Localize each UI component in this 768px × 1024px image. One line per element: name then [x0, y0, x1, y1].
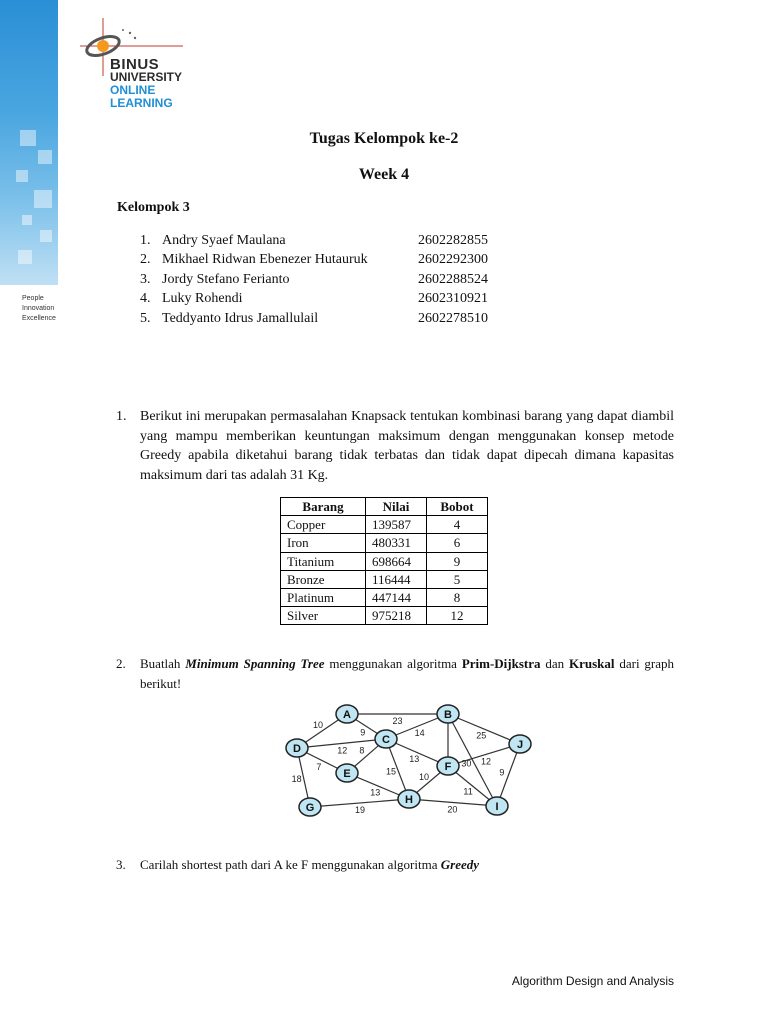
question-emphasis: Prim-Dijkstra — [461, 656, 541, 671]
graph-edge-weight: 12 — [337, 745, 348, 756]
list-item — [140, 231, 488, 251]
member-name: Mikhael Ridwan Ebenezer Hutauruk — [162, 252, 368, 268]
graph-edge-weight: 8 — [359, 745, 365, 756]
table-row — [281, 570, 488, 588]
question-number: 3. — [116, 857, 126, 872]
member-name: Teddyanto Idrus Jamallulail — [162, 310, 319, 326]
member-id: 2602310921 — [418, 291, 488, 307]
question-number: 2. — [116, 656, 126, 671]
table-cell: 116444 — [366, 570, 427, 588]
table-cell: 447144 — [366, 588, 427, 606]
logo-line: UNIVERSITY — [110, 70, 183, 84]
member-number: 5. — [140, 310, 151, 326]
table-cell: Copper — [281, 516, 366, 534]
member-list — [140, 231, 488, 329]
graph-diagram — [280, 700, 550, 825]
question-emphasis: Minimum Spanning Tree — [185, 656, 325, 671]
table-row — [281, 607, 488, 625]
question-text: Carilah shortest path dari A ke F menggunakan algoritma — [140, 857, 441, 872]
knapsack-table — [280, 497, 488, 625]
graph-node-label: E — [343, 768, 351, 780]
table-cell: Silver — [281, 607, 366, 625]
logo-line: LEARNING — [110, 96, 173, 110]
question-1 — [116, 407, 674, 485]
table-cell: Platinum — [281, 588, 366, 606]
member-id: 2602282855 — [418, 232, 488, 248]
question-3 — [116, 855, 674, 875]
tagline-line: Innovation — [22, 305, 55, 312]
question-text: menggunakan algoritma — [324, 656, 462, 671]
graph-edge-weight: 23 — [392, 716, 403, 726]
table-cell: 8 — [427, 588, 488, 606]
graph-node-label: C — [382, 734, 390, 746]
table-cell: 139587 — [366, 516, 427, 534]
group-label: Kelompok 3 — [117, 200, 190, 215]
graph-edge-weight: 30 — [461, 758, 472, 769]
member-id: 2602292300 — [418, 252, 488, 268]
graph-node-label: I — [495, 801, 499, 813]
logo-line: BINUS — [110, 56, 160, 73]
table-header: Nilai — [366, 498, 427, 516]
table-row — [281, 534, 488, 552]
table-cell: 480331 — [366, 534, 427, 552]
question-emphasis: Greedy — [440, 857, 480, 872]
graph-edge-weight: 12 — [481, 756, 492, 767]
list-item — [140, 270, 488, 290]
graph-edge-weight: 14 — [414, 727, 425, 738]
graph-edge-weight: 18 — [291, 774, 302, 785]
table-row — [281, 552, 488, 570]
graph-edge-weight: 10 — [418, 772, 429, 783]
table-cell: 5 — [427, 570, 488, 588]
question-number: 1. — [116, 409, 127, 424]
graph-edge-weight: 15 — [385, 766, 396, 777]
member-name: Andry Syaef Maulana — [162, 232, 286, 248]
table-cell: 6 — [427, 534, 488, 552]
graph-node-label: B — [444, 709, 452, 721]
question-emphasis: Kruskal — [568, 656, 615, 671]
graph-edge-weight: 13 — [370, 787, 381, 798]
graph-node-label: J — [516, 739, 524, 751]
graph-edge-weight: 9 — [360, 727, 366, 738]
member-id: 2602278510 — [418, 310, 488, 326]
table-cell: 698664 — [366, 552, 427, 570]
sidebar-tile — [18, 250, 32, 264]
member-name: Jordy Stefano Ferianto — [162, 271, 290, 287]
graph-node-label: H — [405, 794, 413, 806]
graph-edge-weight: 19 — [355, 804, 366, 815]
sidebar-tile — [38, 150, 52, 164]
graph-node-label: A — [343, 709, 351, 721]
logo-text — [110, 58, 182, 110]
question-text: Berikut ini merupakan permasalahan Knapsack tentukan kombinasi barang yang dapat diambil yang mampu memberikan keuntungan maksimum dengan menggunakan konsep metode Greedy apabila diketahui barang tidak terbatas dan tidak dapat dipecah dimana kapasitas maksimum dari tas adalah 31 Kg. — [140, 409, 674, 483]
member-number: 4. — [140, 291, 151, 307]
question-text: dan — [540, 656, 569, 671]
graph-edge-weight: 10 — [313, 720, 324, 731]
tagline-line: Excellence — [22, 315, 56, 322]
graph-edge-weight: 25 — [476, 730, 487, 741]
graph-node-label: G — [305, 802, 315, 814]
sidebar-decoration — [0, 0, 58, 1024]
list-item — [140, 290, 488, 310]
footer-course: Algorithm Design and Analysis — [511, 974, 674, 988]
table-cell: 9 — [427, 552, 488, 570]
member-name: Luky Rohendi — [162, 291, 243, 307]
question-2 — [116, 654, 674, 693]
sidebar-tile — [22, 215, 32, 225]
member-number: 2. — [140, 252, 151, 268]
graph-edge-weight: 9 — [499, 767, 505, 778]
question-text: dari graph berikut! — [140, 656, 674, 691]
table-cell: Bronze — [281, 570, 366, 588]
tagline — [22, 294, 56, 324]
graph-edge-weight: 11 — [463, 786, 473, 797]
table-row — [281, 588, 488, 606]
question-text: Buatlah — [140, 656, 186, 671]
table-header-row — [281, 498, 488, 516]
table-cell: 975218 — [366, 607, 427, 625]
list-item — [140, 251, 488, 271]
table-cell: 4 — [427, 516, 488, 534]
graph-edge-weight: 7 — [316, 761, 322, 772]
member-number: 1. — [140, 232, 151, 248]
logo-line: ONLINE — [110, 83, 156, 97]
table-cell: Titanium — [281, 552, 366, 570]
tagline-line: People — [22, 295, 44, 302]
graph-edge-weight: 20 — [447, 804, 458, 815]
table-row — [281, 516, 488, 534]
week-title: Week 4 — [358, 166, 410, 183]
table-cell: 12 — [427, 607, 488, 625]
graph-node-label: D — [293, 743, 301, 755]
table-header: Barang — [281, 498, 366, 516]
list-item — [140, 309, 488, 329]
graph-node-label: F — [444, 761, 452, 773]
table-cell: Iron — [281, 534, 366, 552]
sidebar-tile — [40, 230, 52, 242]
member-id: 2602288524 — [418, 271, 488, 287]
sidebar-tile — [34, 190, 52, 208]
graph-edge-weight: 13 — [409, 753, 420, 764]
table-header: Bobot — [427, 498, 488, 516]
member-number: 3. — [140, 271, 151, 287]
document-title: Tugas Kelompok ke-2 — [309, 130, 459, 147]
